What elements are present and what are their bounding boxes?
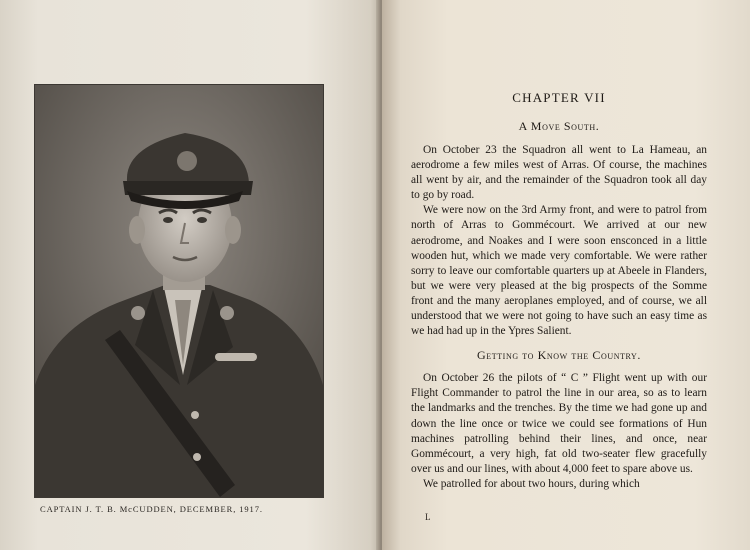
section-title-know-country: Getting to Know the Country. <box>476 348 642 363</box>
signature-mark: L <box>425 512 431 522</box>
paragraph: On October 26 the pilots of “ C ” Flight went up with our Flight Commander to patrol the line in our area, so as to learn the landmarks and the trenches. By the time we had gone up and down the line once or twice we could see formations of Hun machines patrolling behind their lines, and once, near Gommécourt, a very high, fat old two-seater flew gracefully over us and our lines, with about 4,000 feet to spare above us. <box>411 372 707 475</box>
section-body-move-south <box>411 143 707 339</box>
section-body-know-country <box>411 371 707 492</box>
paragraph: We were now on the 3rd Army front, and were to patrol from north of Arras to Gommécourt. We arrived at our new aerodrome, and Noakes and I were soon ensconced in a little wooden hut, which we made very comfortable. We were rather sorry to leave our comfortable quarters up at Abeele in Flanders, but we were very pleased at the big prospects of the Somme front and the many aeroplanes employed, and of course, we all understood that we were not going to have such an easy time as we had had up in the Ypres Salient. <box>411 204 707 338</box>
section-title-move-south: A Move South. <box>518 119 600 133</box>
chapter-heading: CHAPTER VII <box>512 90 606 105</box>
chapter-text <box>411 90 707 492</box>
portrait-caption: CAPTAIN J. T. B. McCUDDEN, DECEMBER, 1917. <box>40 504 263 514</box>
paragraph: On October 23 the Squadron all went to La Hameau, an aerodrome a few miles west of Arras. Of course, the machines all went by air, and the remainder of the Squadron took all day to go by road. <box>411 144 707 202</box>
paragraph: We patrolled for about two hours, during which <box>423 477 640 490</box>
portrait-photo <box>34 84 324 498</box>
